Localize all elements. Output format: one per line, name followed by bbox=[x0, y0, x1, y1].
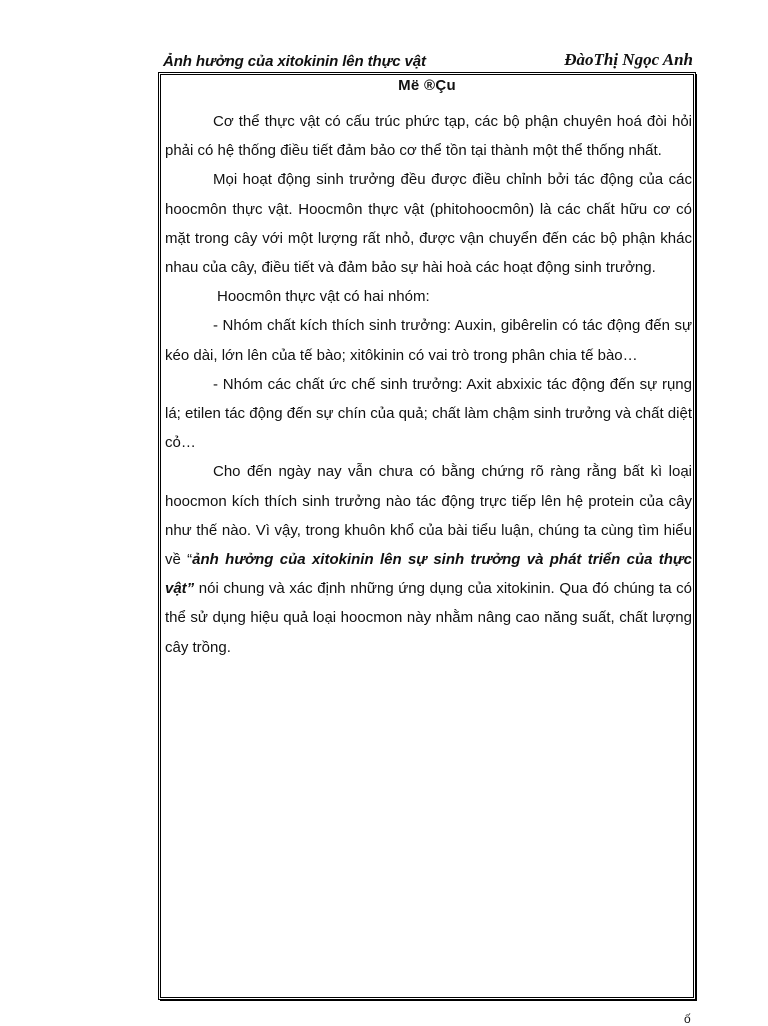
document-topic: Ảnh hưởng của xitokinin lên thực vật bbox=[163, 53, 426, 70]
frame-shadow-right bbox=[695, 74, 697, 1001]
paragraph-1: Cơ thể thực vật có cấu trúc phức tạp, các bộ phận chuyên hoá đòi hỏi phải có hệ thống điều tiết đảm bảo cơ thể tồn tại thành một thể thống nhất. bbox=[165, 113, 692, 160]
paragraph-6-text-start: Cho đến ngày nay vẫn chưa có bằng chứng rõ ràng rằng bất kì loại hoocmon kích thích sinh trưởng nào tác động trực tiếp lên hệ protein của cây như thế nào. Vì vậy, trong khuôn khổ của bài tiểu luận, chúng ta cùng tìm hiểu về “ bbox=[165, 463, 692, 569]
section-title: Më ®Çu bbox=[398, 77, 456, 94]
page-header bbox=[163, 44, 693, 70]
paragraph-3: Hoocmôn thực vật có hai nhóm: bbox=[217, 288, 430, 306]
paragraph-5: - Nhóm các chất ức chế sinh trưởng: Axit abxixic tác động đến sự rụng lá; etilen tác động đến sự chín của quả; chất làm chậm sinh trưởng và chất diệt cỏ… bbox=[165, 375, 692, 452]
paragraph-6-text-end: nói chung và xác định những ứng dụng của xitokinin. Qua đó chúng ta có thể sử dụng hiệu quả loại hoocmon này nhằm nâng cao năng suất, chất lượng cây trồng. bbox=[165, 580, 692, 656]
paragraph-4: - Nhóm chất kích thích sinh trưởng: Auxin, gibêrelin có tác động đến sự kéo dài, lớn lên của tế bào; xitôkinin có vai trò trong phân chia tế bào… bbox=[165, 317, 692, 364]
frame-shadow-bottom bbox=[160, 999, 697, 1001]
paragraph-6 bbox=[165, 457, 692, 661]
page-corner-mark: ố bbox=[684, 1012, 691, 1026]
body-text bbox=[165, 107, 692, 662]
author-name: ĐàoThị Ngọc Anh bbox=[564, 50, 693, 69]
paragraph-2: Mọi hoạt động sinh trưởng đều được điều chỉnh bởi tác động của các hoocmôn thực vật. Hoocmôn thực vật (phitohoocmôn) là các chất hữu cơ có mặt trong cây với một lượng rất nhỏ, được vận chuyển đến các bộ phận khác nhau của cây, điều tiết và đảm bảo sự hài hoà các hoạt động sinh trưởng. bbox=[165, 171, 692, 277]
page-border-frame bbox=[158, 72, 696, 1000]
paragraph-6-emphasis: ảnh hưởng của xitokinin lên sự sinh trưởng và phát triển của thực vật” bbox=[165, 551, 692, 598]
